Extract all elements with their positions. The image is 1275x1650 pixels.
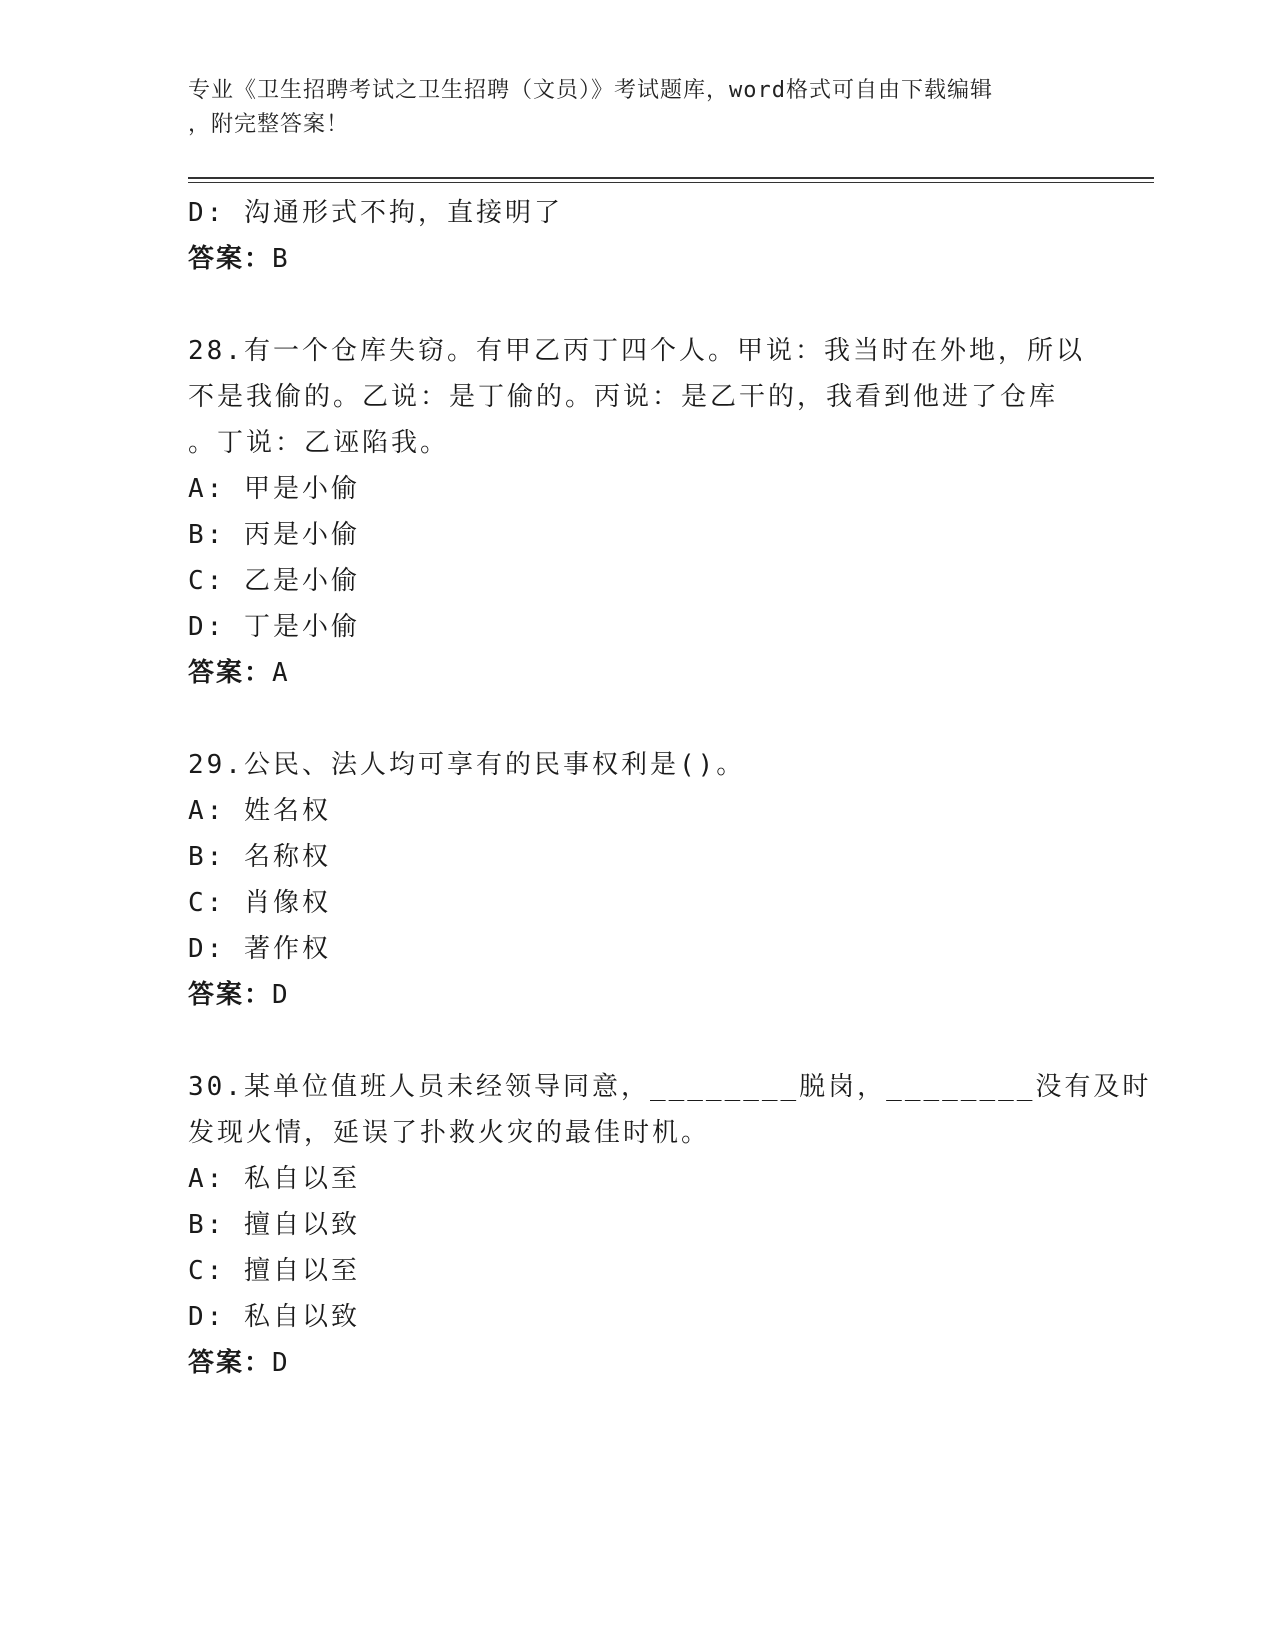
spacer <box>188 282 1088 328</box>
question-text-line: 30.某单位值班人员未经领导同意，________脱岗，________没有及时 <box>188 1072 1152 1102</box>
option-d: D: 著作权 <box>188 934 331 964</box>
answer-label: 答案： <box>188 658 273 688</box>
option-c: C: 乙是小偷 <box>188 566 360 596</box>
question-text-line: 。丁说：乙诬陷我。 <box>188 428 450 458</box>
answer-line <box>188 1340 1088 1386</box>
question-text-line: 29.公民、法人均可享有的民事权利是()。 <box>188 750 746 780</box>
answer-line <box>188 972 1088 1018</box>
option-c: C: 肖像权 <box>188 888 331 918</box>
header-divider-thin <box>188 182 1154 183</box>
option-a: A: 私自以至 <box>188 1164 360 1194</box>
header-line-1: 专业《卫生招聘考试之卫生招聘（文员）》考试题库，word格式可自由下载编辑 <box>188 78 993 103</box>
spacer <box>188 696 1088 742</box>
header-line-2: ，附完整答案！ <box>188 112 350 137</box>
question-content <box>188 190 1152 1386</box>
spacer <box>188 1018 1088 1064</box>
question-30 <box>188 1064 1152 1386</box>
option-d: D: 丁是小偷 <box>188 612 360 642</box>
option-a: A: 甲是小偷 <box>188 474 360 504</box>
question-28 <box>188 328 1088 696</box>
question-text-line: 发现火情，延误了扑救火灾的最佳时机。 <box>188 1118 711 1148</box>
answer-value: D <box>272 1348 290 1378</box>
question-27-tail <box>188 190 1088 282</box>
option-b: B: 名称权 <box>188 842 331 872</box>
answer-value: D <box>272 980 290 1010</box>
answer-label: 答案： <box>188 244 273 274</box>
option-c: C: 擅自以至 <box>188 1256 360 1286</box>
question-29 <box>188 742 1088 1018</box>
answer-line <box>188 650 1088 696</box>
question-text-line: 28.有一个仓库失窃。有甲乙丙丁四个人。甲说：我当时在外地，所以 <box>188 336 1085 366</box>
answer-value: A <box>272 658 290 688</box>
answer-line <box>188 236 1088 282</box>
answer-label: 答案： <box>188 1348 273 1378</box>
option-d: D: 沟通形式不拘，直接明了 <box>188 198 563 228</box>
option-a: A: 姓名权 <box>188 796 331 826</box>
answer-label: 答案： <box>188 980 273 1010</box>
answer-value: B <box>272 244 290 274</box>
question-text-line: 不是我偷的。乙说：是丁偷的。丙说：是乙干的，我看到他进了仓库 <box>188 382 1059 412</box>
document-header <box>188 74 1088 142</box>
option-d: D: 私自以致 <box>188 1302 360 1332</box>
option-b: B: 擅自以致 <box>188 1210 360 1240</box>
option-b: B: 丙是小偷 <box>188 520 360 550</box>
header-divider-thick <box>188 177 1154 179</box>
